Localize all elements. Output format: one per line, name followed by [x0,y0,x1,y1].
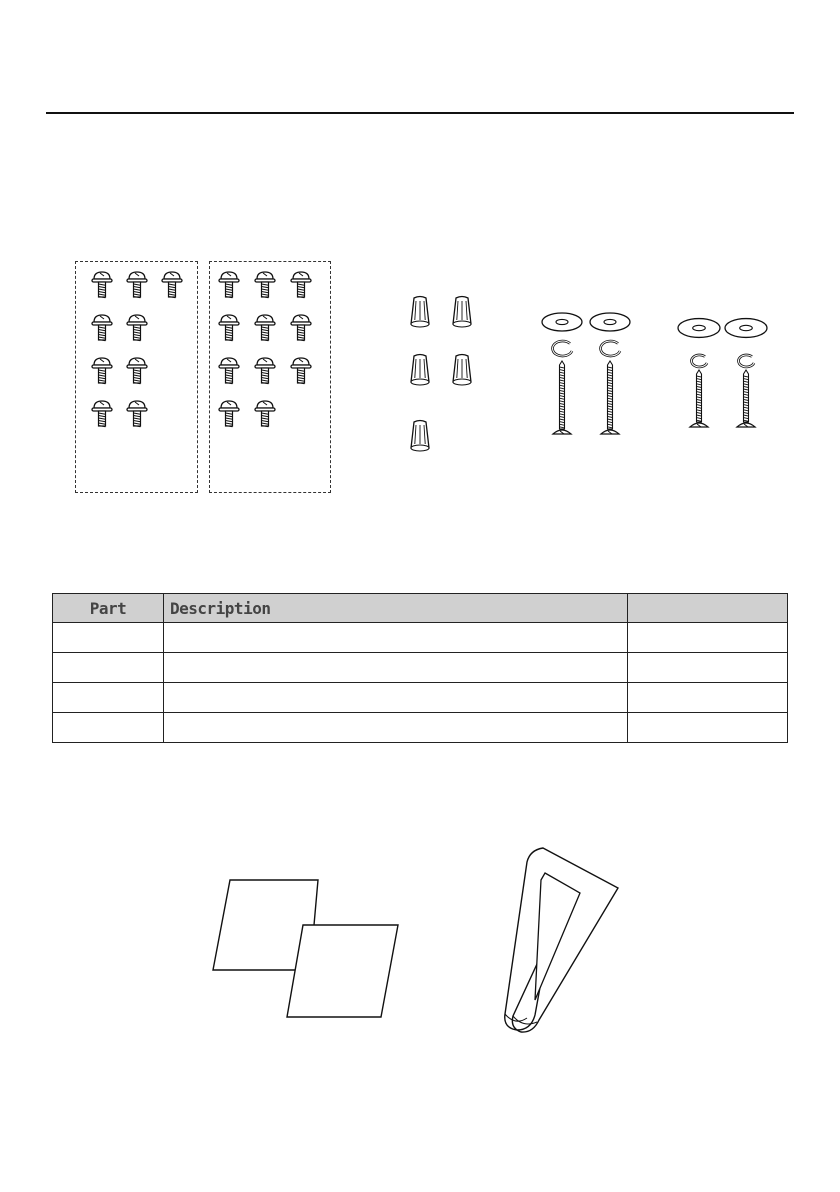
screw-icon [291,315,311,341]
top-divider [46,112,794,114]
screw-icon [92,272,112,298]
paper-sheet [287,925,398,1017]
screw-icon [291,358,311,384]
screw-group-a [75,261,198,493]
wire-nut-icon [453,355,471,386]
wire-nut-icon [411,421,429,452]
screw-icon [127,358,147,384]
cell-part [53,653,164,683]
table-row [53,713,788,743]
cell-part [53,713,164,743]
header-part: Part [53,594,164,623]
header-description: Description [164,594,628,623]
bolt-set-icon [590,313,630,434]
header-quantity [628,594,788,623]
long-bolt-set [535,305,640,440]
screw-icon [219,272,239,298]
cell-description [164,713,628,743]
short-bolt-set [670,312,780,430]
fork-tool-outline [505,848,618,1032]
screw-icon [92,358,112,384]
screw-icon [92,315,112,341]
wire-nut-icon [411,297,429,328]
screw-icon [255,272,275,298]
paper-sheets [205,875,405,1025]
parts-table [52,593,788,743]
cell-description [164,623,628,653]
cell-quantity [628,683,788,713]
screw-icon [127,401,147,427]
cell-quantity [628,653,788,683]
screw-icon [219,401,239,427]
cell-part [53,623,164,653]
screw-icon [255,358,275,384]
table-row [53,623,788,653]
screw-icon [255,401,275,427]
cell-part [53,683,164,713]
bolt-set-icon [542,313,582,434]
screw-icon [255,315,275,341]
cell-quantity [628,713,788,743]
wire-nut-icon [411,355,429,386]
screw-icon [219,358,239,384]
screw-icon [162,272,182,298]
screw-icon [127,272,147,298]
cell-description [164,683,628,713]
table-row [53,653,788,683]
bolt-set-icon [678,319,720,427]
table-row [53,683,788,713]
screw-group-b [209,261,331,493]
screw-icon [127,315,147,341]
cell-quantity [628,623,788,653]
wire-nut-group [400,288,490,458]
screw-icon [92,401,112,427]
bolt-set-icon [725,319,767,427]
screw-icon [291,272,311,298]
cell-description [164,653,628,683]
table-header-row [53,594,788,623]
screw-icon [219,315,239,341]
wire-nut-icon [453,297,471,328]
fork-tool [475,840,645,1040]
